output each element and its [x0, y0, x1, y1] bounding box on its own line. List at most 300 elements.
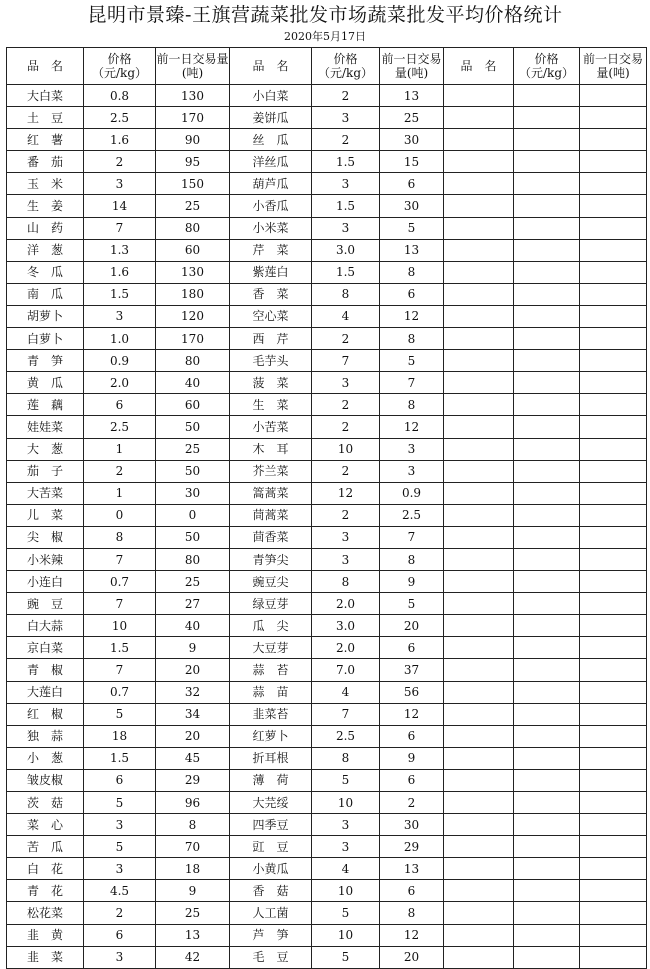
cell-name-2: 香 菇	[230, 880, 312, 902]
table-row	[7, 946, 647, 968]
cell-name-2: 木 耳	[230, 438, 312, 460]
cell-name-2: 青笋尖	[230, 548, 312, 570]
cell-volume-1: 25	[156, 438, 230, 460]
table-row	[7, 217, 647, 239]
cell-name-1: 土 豆	[7, 107, 84, 129]
cell-price-3	[514, 394, 580, 416]
cell-volume-3	[580, 747, 647, 769]
cell-price-3	[514, 946, 580, 968]
cell-price-3	[514, 792, 580, 814]
cell-price-3	[514, 814, 580, 836]
cell-price-1: 2.0	[84, 372, 156, 394]
cell-name-2: 小黄瓜	[230, 858, 312, 880]
cell-name-1: 韭 黄	[7, 924, 84, 946]
cell-name-3	[444, 173, 514, 195]
cell-volume-3	[580, 261, 647, 283]
cell-volume-1: 80	[156, 350, 230, 372]
table-row	[7, 858, 647, 880]
table-body	[7, 85, 647, 969]
cell-name-3	[444, 792, 514, 814]
cell-volume-2: 6	[380, 637, 444, 659]
cell-price-2: 4	[312, 858, 380, 880]
cell-volume-1: 9	[156, 637, 230, 659]
cell-price-3	[514, 350, 580, 372]
cell-price-2: 4	[312, 305, 380, 327]
cell-volume-2: 6	[380, 880, 444, 902]
cell-name-1: 冬 瓜	[7, 261, 84, 283]
cell-price-2: 7	[312, 350, 380, 372]
cell-name-1: 黄 瓜	[7, 372, 84, 394]
cell-volume-2: 29	[380, 836, 444, 858]
cell-volume-2: 8	[380, 548, 444, 570]
cell-price-3	[514, 571, 580, 593]
cell-volume-3	[580, 703, 647, 725]
table-row	[7, 571, 647, 593]
cell-price-3	[514, 416, 580, 438]
cell-name-1: 青 花	[7, 880, 84, 902]
cell-name-3	[444, 350, 514, 372]
cell-price-1: 5	[84, 703, 156, 725]
report-date: 2020年5月17日	[284, 30, 366, 43]
cell-name-3	[444, 615, 514, 637]
cell-price-2: 4	[312, 681, 380, 703]
header-name-2: 品 名	[230, 48, 312, 85]
cell-price-1: 8	[84, 526, 156, 548]
cell-name-1: 青 椒	[7, 659, 84, 681]
cell-price-3	[514, 107, 580, 129]
cell-name-3	[444, 460, 514, 482]
cell-price-1: 7	[84, 548, 156, 570]
cell-volume-3	[580, 151, 647, 173]
cell-volume-1: 70	[156, 836, 230, 858]
cell-name-2: 折耳根	[230, 747, 312, 769]
cell-volume-3	[580, 195, 647, 217]
cell-volume-2: 56	[380, 681, 444, 703]
table-row	[7, 747, 647, 769]
cell-name-2: 茴香菜	[230, 526, 312, 548]
table-row	[7, 438, 647, 460]
cell-price-2: 2	[312, 416, 380, 438]
cell-name-2: 小米菜	[230, 217, 312, 239]
cell-name-2: 韭菜苔	[230, 703, 312, 725]
cell-name-3	[444, 659, 514, 681]
cell-price-2: 8	[312, 571, 380, 593]
header-name-1: 品 名	[7, 48, 84, 85]
table-row	[7, 637, 647, 659]
cell-volume-1: 45	[156, 747, 230, 769]
cell-name-2: 大芫绥	[230, 792, 312, 814]
cell-volume-2: 3	[380, 460, 444, 482]
cell-volume-2: 2.5	[380, 504, 444, 526]
page-title: 昆明市景臻-王旗营蔬菜批发市场蔬菜批发平均价格统计	[87, 4, 563, 26]
cell-price-2: 8	[312, 283, 380, 305]
table-row	[7, 239, 647, 261]
cell-price-2: 12	[312, 482, 380, 504]
cell-price-3	[514, 593, 580, 615]
table-row	[7, 482, 647, 504]
cell-volume-2: 6	[380, 725, 444, 747]
cell-price-1: 1.6	[84, 261, 156, 283]
cell-price-1: 0	[84, 504, 156, 526]
cell-volume-1: 80	[156, 548, 230, 570]
cell-name-1: 豌 豆	[7, 593, 84, 615]
cell-price-2: 2	[312, 328, 380, 350]
cell-volume-3	[580, 438, 647, 460]
cell-price-1: 1.5	[84, 747, 156, 769]
cell-price-2: 10	[312, 880, 380, 902]
cell-name-3	[444, 725, 514, 747]
cell-price-3	[514, 283, 580, 305]
cell-volume-1: 40	[156, 372, 230, 394]
cell-volume-1: 27	[156, 593, 230, 615]
cell-price-1: 1.3	[84, 239, 156, 261]
cell-price-1: 6	[84, 769, 156, 791]
cell-name-2: 空心菜	[230, 305, 312, 327]
cell-name-3	[444, 239, 514, 261]
cell-volume-3	[580, 902, 647, 924]
cell-volume-1: 25	[156, 571, 230, 593]
cell-volume-2: 2	[380, 792, 444, 814]
cell-name-1: 洋 葱	[7, 239, 84, 261]
cell-name-1: 红 椒	[7, 703, 84, 725]
cell-name-2: 小香瓜	[230, 195, 312, 217]
cell-volume-3	[580, 924, 647, 946]
cell-volume-2: 5	[380, 217, 444, 239]
cell-price-1: 1.6	[84, 129, 156, 151]
cell-volume-3	[580, 482, 647, 504]
cell-name-3	[444, 769, 514, 791]
cell-price-3	[514, 305, 580, 327]
cell-volume-3	[580, 946, 647, 968]
cell-name-1: 小 葱	[7, 747, 84, 769]
cell-price-1: 4.5	[84, 880, 156, 902]
cell-volume-2: 20	[380, 946, 444, 968]
cell-name-2: 芥兰菜	[230, 460, 312, 482]
cell-volume-3	[580, 173, 647, 195]
cell-price-2: 2.0	[312, 637, 380, 659]
cell-price-2: 2.5	[312, 725, 380, 747]
cell-price-2: 3	[312, 107, 380, 129]
cell-volume-3	[580, 571, 647, 593]
cell-price-3	[514, 526, 580, 548]
cell-volume-1: 9	[156, 880, 230, 902]
cell-name-3	[444, 195, 514, 217]
cell-price-3	[514, 924, 580, 946]
cell-price-3	[514, 703, 580, 725]
cell-price-2: 1.5	[312, 151, 380, 173]
cell-price-3	[514, 217, 580, 239]
cell-name-2: 蒜 苗	[230, 681, 312, 703]
cell-price-1: 2.5	[84, 416, 156, 438]
cell-price-3	[514, 747, 580, 769]
cell-name-2: 绿豆芽	[230, 593, 312, 615]
cell-price-3	[514, 195, 580, 217]
table-row	[7, 814, 647, 836]
cell-volume-3	[580, 858, 647, 880]
cell-volume-2: 15	[380, 151, 444, 173]
cell-price-3	[514, 151, 580, 173]
table-row	[7, 328, 647, 350]
cell-name-2: 菠 菜	[230, 372, 312, 394]
cell-name-1: 生 姜	[7, 195, 84, 217]
cell-name-1: 大苦菜	[7, 482, 84, 504]
cell-name-3	[444, 902, 514, 924]
table-row	[7, 548, 647, 570]
cell-volume-3	[580, 372, 647, 394]
cell-volume-1: 25	[156, 195, 230, 217]
cell-name-3	[444, 394, 514, 416]
cell-price-2: 3	[312, 526, 380, 548]
cell-volume-2: 20	[380, 615, 444, 637]
cell-name-2: 人工菌	[230, 902, 312, 924]
cell-volume-2: 7	[380, 372, 444, 394]
cell-name-2: 红萝卜	[230, 725, 312, 747]
cell-volume-1: 50	[156, 526, 230, 548]
cell-price-3	[514, 504, 580, 526]
cell-price-2: 2	[312, 394, 380, 416]
cell-volume-3	[580, 593, 647, 615]
cell-price-1: 3	[84, 858, 156, 880]
cell-volume-2: 5	[380, 350, 444, 372]
cell-name-3	[444, 858, 514, 880]
cell-volume-3	[580, 305, 647, 327]
cell-volume-2: 6	[380, 769, 444, 791]
table-row	[7, 615, 647, 637]
cell-volume-1: 32	[156, 681, 230, 703]
cell-name-3	[444, 438, 514, 460]
table-row	[7, 460, 647, 482]
cell-price-2: 3	[312, 217, 380, 239]
cell-name-3	[444, 637, 514, 659]
cell-price-2: 5	[312, 769, 380, 791]
cell-volume-2: 8	[380, 328, 444, 350]
cell-volume-2: 12	[380, 703, 444, 725]
cell-volume-3	[580, 217, 647, 239]
cell-price-3	[514, 836, 580, 858]
header-volume-2: 前一日交易量(吨)	[380, 48, 444, 85]
cell-price-1: 2.5	[84, 107, 156, 129]
cell-volume-3	[580, 681, 647, 703]
cell-price-3	[514, 681, 580, 703]
cell-volume-2: 12	[380, 924, 444, 946]
price-table	[6, 47, 647, 969]
cell-name-1: 番 茄	[7, 151, 84, 173]
cell-volume-1: 120	[156, 305, 230, 327]
cell-volume-3	[580, 85, 647, 107]
table-row	[7, 880, 647, 902]
cell-volume-1: 25	[156, 902, 230, 924]
cell-name-1: 菜 心	[7, 814, 84, 836]
cell-volume-1: 30	[156, 482, 230, 504]
cell-price-2: 5	[312, 902, 380, 924]
cell-name-2: 毛 豆	[230, 946, 312, 968]
cell-name-1: 韭 菜	[7, 946, 84, 968]
cell-price-3	[514, 482, 580, 504]
cell-price-1: 1.5	[84, 637, 156, 659]
cell-volume-2: 8	[380, 394, 444, 416]
cell-name-1: 南 瓜	[7, 283, 84, 305]
header-price-1: 价格（元/kg）	[84, 48, 156, 85]
cell-name-3	[444, 107, 514, 129]
cell-volume-2: 13	[380, 239, 444, 261]
cell-volume-1: 50	[156, 416, 230, 438]
cell-price-2: 2	[312, 85, 380, 107]
cell-name-2: 芦 笋	[230, 924, 312, 946]
cell-price-1: 3	[84, 305, 156, 327]
cell-price-3	[514, 615, 580, 637]
table-row	[7, 902, 647, 924]
cell-name-3	[444, 946, 514, 968]
cell-volume-1: 130	[156, 85, 230, 107]
cell-price-2: 10	[312, 792, 380, 814]
cell-price-3	[514, 637, 580, 659]
cell-price-2: 3.0	[312, 615, 380, 637]
cell-price-1: 2	[84, 460, 156, 482]
cell-price-2: 2.0	[312, 593, 380, 615]
cell-name-1: 尖 椒	[7, 526, 84, 548]
cell-volume-2: 5	[380, 593, 444, 615]
cell-volume-1: 40	[156, 615, 230, 637]
cell-name-1: 山 药	[7, 217, 84, 239]
cell-volume-1: 34	[156, 703, 230, 725]
cell-name-2: 姜饼瓜	[230, 107, 312, 129]
cell-volume-3	[580, 637, 647, 659]
cell-volume-3	[580, 548, 647, 570]
cell-price-3	[514, 85, 580, 107]
cell-price-2: 2	[312, 460, 380, 482]
cell-price-3	[514, 328, 580, 350]
cell-name-3	[444, 151, 514, 173]
cell-name-1: 白大蒜	[7, 615, 84, 637]
cell-price-2: 3	[312, 814, 380, 836]
cell-name-1: 苦 瓜	[7, 836, 84, 858]
table-row	[7, 725, 647, 747]
cell-name-2: 毛芋头	[230, 350, 312, 372]
cell-price-3	[514, 725, 580, 747]
cell-name-2: 瓜 尖	[230, 615, 312, 637]
table-row	[7, 659, 647, 681]
cell-name-2: 薄 荷	[230, 769, 312, 791]
table-row	[7, 151, 647, 173]
cell-name-2: 茼蒿菜	[230, 504, 312, 526]
cell-price-2: 3	[312, 173, 380, 195]
cell-name-1: 娃娃菜	[7, 416, 84, 438]
cell-volume-3	[580, 792, 647, 814]
cell-price-2: 10	[312, 438, 380, 460]
cell-price-2: 8	[312, 747, 380, 769]
cell-price-3	[514, 239, 580, 261]
cell-price-2: 5	[312, 946, 380, 968]
cell-name-1: 莲 藕	[7, 394, 84, 416]
cell-volume-2: 30	[380, 195, 444, 217]
cell-name-3	[444, 880, 514, 902]
cell-name-1: 白萝卜	[7, 328, 84, 350]
cell-price-2: 2	[312, 129, 380, 151]
cell-price-2: 3	[312, 548, 380, 570]
cell-name-3	[444, 571, 514, 593]
cell-volume-2: 8	[380, 261, 444, 283]
cell-name-1: 小连白	[7, 571, 84, 593]
cell-volume-2: 0.9	[380, 482, 444, 504]
cell-volume-2: 9	[380, 747, 444, 769]
cell-name-2: 西 芹	[230, 328, 312, 350]
cell-name-1: 大 葱	[7, 438, 84, 460]
cell-name-1: 白 花	[7, 858, 84, 880]
table-row	[7, 526, 647, 548]
table-row	[7, 129, 647, 151]
cell-name-3	[444, 129, 514, 151]
cell-name-3	[444, 305, 514, 327]
header-volume-1: 前一日交易量(吨)	[156, 48, 230, 85]
cell-price-3	[514, 902, 580, 924]
cell-price-1: 7	[84, 593, 156, 615]
cell-price-1: 7	[84, 659, 156, 681]
cell-volume-2: 6	[380, 283, 444, 305]
cell-price-3	[514, 460, 580, 482]
table-row	[7, 305, 647, 327]
cell-name-3	[444, 416, 514, 438]
cell-name-1: 独 蒜	[7, 725, 84, 747]
cell-name-2: 豌豆尖	[230, 571, 312, 593]
cell-volume-1: 80	[156, 217, 230, 239]
cell-name-3	[444, 814, 514, 836]
table-row	[7, 394, 647, 416]
cell-name-3	[444, 217, 514, 239]
cell-volume-3	[580, 504, 647, 526]
cell-price-1: 1.0	[84, 328, 156, 350]
table-row	[7, 173, 647, 195]
cell-name-3	[444, 504, 514, 526]
cell-price-3	[514, 261, 580, 283]
cell-volume-1: 8	[156, 814, 230, 836]
cell-price-2: 3.0	[312, 239, 380, 261]
cell-volume-1: 180	[156, 283, 230, 305]
cell-price-3	[514, 438, 580, 460]
cell-price-3	[514, 858, 580, 880]
cell-price-1: 3	[84, 173, 156, 195]
cell-volume-3	[580, 107, 647, 129]
table-row	[7, 836, 647, 858]
cell-price-1: 1	[84, 482, 156, 504]
cell-volume-2: 9	[380, 571, 444, 593]
cell-name-1: 大白菜	[7, 85, 84, 107]
cell-price-3	[514, 372, 580, 394]
cell-name-3	[444, 593, 514, 615]
cell-price-1: 10	[84, 615, 156, 637]
cell-name-3	[444, 747, 514, 769]
cell-name-3	[444, 261, 514, 283]
cell-price-2: 10	[312, 924, 380, 946]
cell-volume-2: 13	[380, 85, 444, 107]
cell-name-1: 京白菜	[7, 637, 84, 659]
cell-volume-2: 30	[380, 129, 444, 151]
cell-price-1: 6	[84, 924, 156, 946]
cell-price-3	[514, 880, 580, 902]
table-row	[7, 195, 647, 217]
table-row	[7, 85, 647, 107]
cell-volume-1: 29	[156, 769, 230, 791]
cell-volume-2: 25	[380, 107, 444, 129]
cell-volume-1: 18	[156, 858, 230, 880]
table-row	[7, 107, 647, 129]
cell-name-3	[444, 283, 514, 305]
cell-price-1: 3	[84, 814, 156, 836]
cell-price-1: 2	[84, 902, 156, 924]
cell-price-1: 2	[84, 151, 156, 173]
cell-price-1: 5	[84, 836, 156, 858]
cell-name-2: 蒜 苔	[230, 659, 312, 681]
cell-price-1: 7	[84, 217, 156, 239]
